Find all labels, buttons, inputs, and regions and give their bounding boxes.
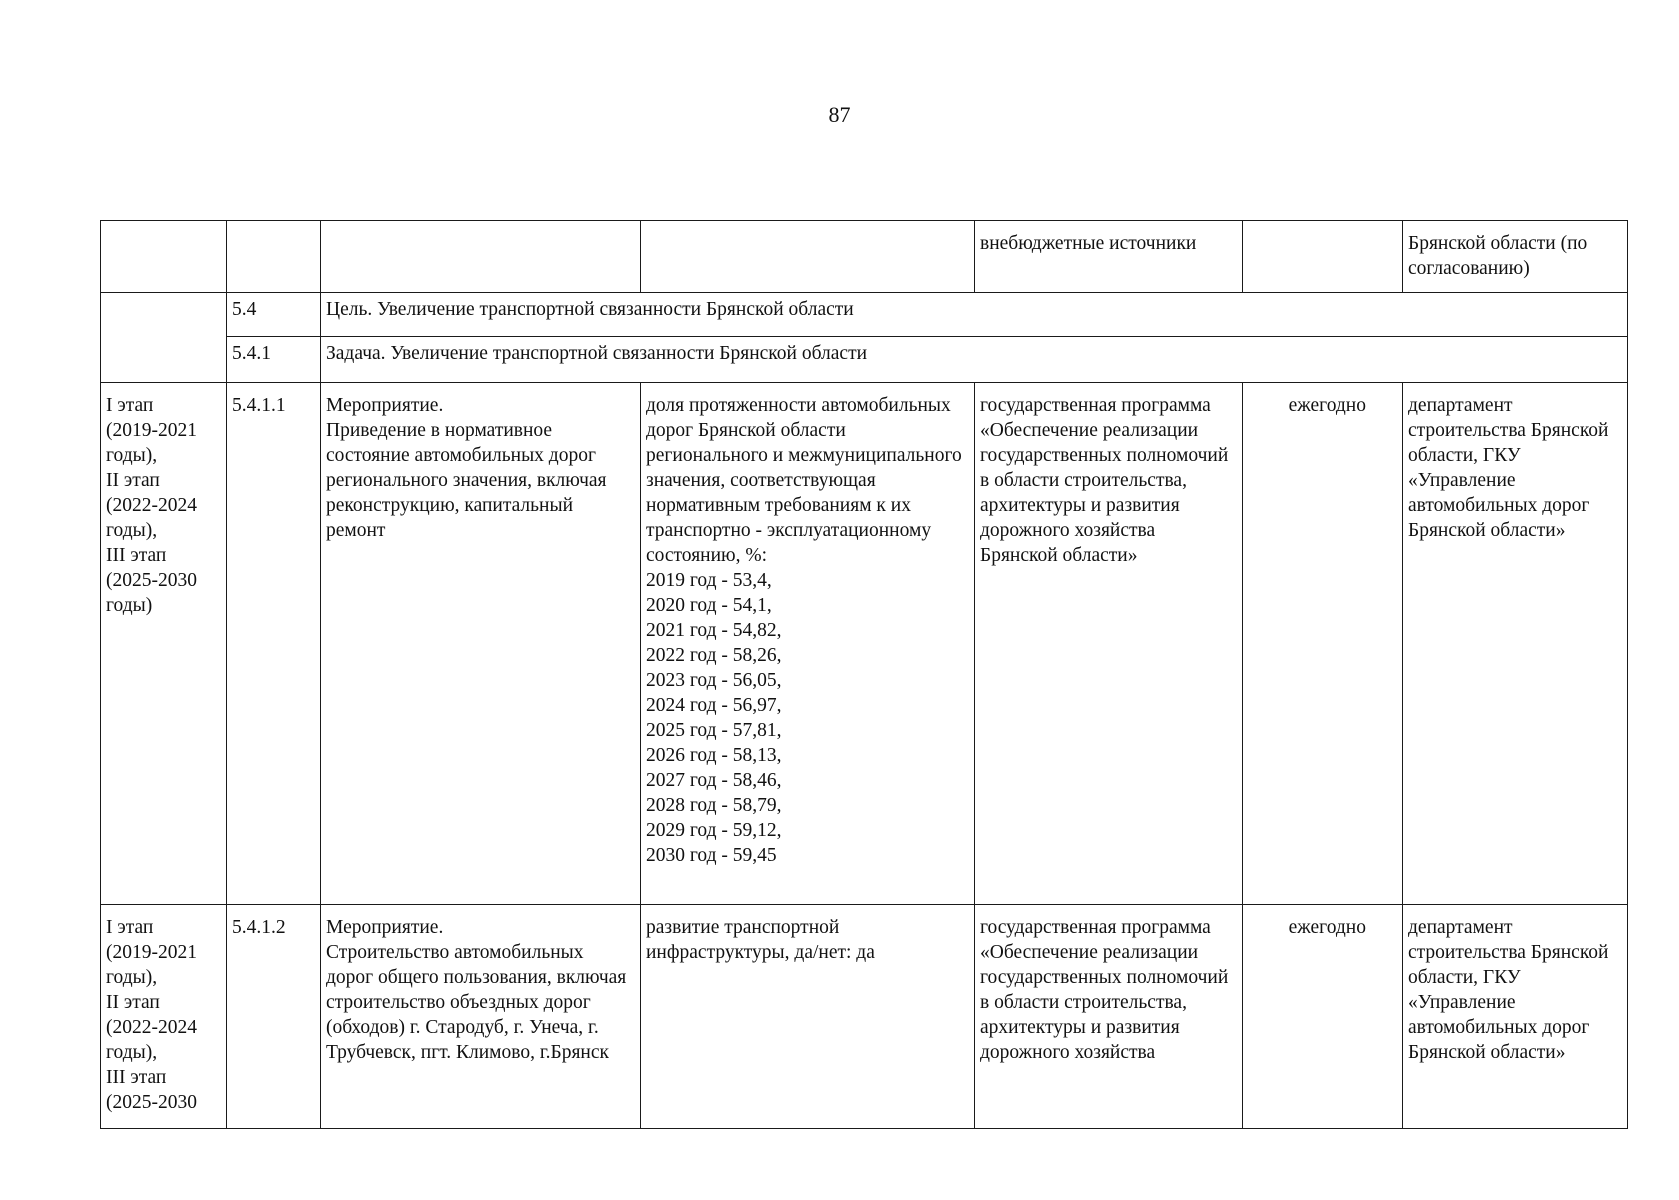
cell-empty xyxy=(227,221,321,293)
cell-empty xyxy=(321,221,641,293)
executor-cell: департамент строительства Брянской области, ГКУ «Управление автомобильных дорог Брянской области» xyxy=(1403,905,1628,1129)
cell-empty xyxy=(101,293,227,383)
program-cell: государственная программа «Обеспечение реализации государственных полномочий в области строительства, архитектуры и развития дорожного хозяйства xyxy=(975,905,1243,1129)
measure-cell: Мероприятие. Строительство автомобильных дорог общего пользования, включая строительство объездных дорог (обходов) г. Стародуб, г. Унеча, г. Трубчевск, пгт. Климово, г.Брянск xyxy=(321,905,641,1129)
executor-cell: Брянской области (по согласованию) xyxy=(1403,221,1628,293)
cell-empty xyxy=(101,221,227,293)
goal-text: Цель. Увеличение транспортной связанности Брянской области xyxy=(321,293,1628,337)
cell-empty xyxy=(641,221,975,293)
table-row xyxy=(101,383,1628,905)
program-cell: государственная программа «Обеспечение реализации государственных полномочий в области строительства, архитектуры и развития дорожного хозяйства Брянской области» xyxy=(975,383,1243,905)
funding-source-cell: внебюджетные источники xyxy=(975,221,1243,293)
cell-empty xyxy=(1243,221,1403,293)
executor-cell: департамент строительства Брянской области, ГКУ «Управление автомобильных дорог Брянской области» xyxy=(1403,383,1628,905)
stages-cell: I этап (2019-2021 годы), II этап (2022-2024 годы), III этап (2025-2030 годы) xyxy=(101,383,227,905)
code-cell: 5.4.1.2 xyxy=(227,905,321,1129)
task-row xyxy=(101,337,1628,383)
code-cell: 5.4.1.1 xyxy=(227,383,321,905)
task-text: Задача. Увеличение транспортной связанности Брянской области xyxy=(321,337,1628,383)
indicator-cell: развитие транспортной инфраструктуры, да/нет: да xyxy=(641,905,975,1129)
program-table xyxy=(100,220,1628,1129)
indicator-cell: доля протяженности автомобильных дорог Брянской области регионального и межмуниципального значения, соответствующая нормативным требованиям к их транспортно - эксплуатационному состоянию, %: 2019 год - 53,4, 2020 год - 54,1, 2021 год - 54,82, 2022 год - 58,26, 2023 год - 56,05, 2024 год - 56,97, 2025 год - 57,81, 2026 год - 58,13, 2027 год - 58,46, 2028 год - 58,79, 2029 год - 59,12, 2030 год - 59,45 xyxy=(641,383,975,905)
stages-cell: I этап (2019-2021 годы), II этап (2022-2024 годы), III этап (2025-2030 xyxy=(101,905,227,1129)
frequency-cell: ежегодно xyxy=(1243,905,1403,1129)
goal-code: 5.4 xyxy=(227,293,321,337)
page-number: 87 xyxy=(828,102,851,127)
measure-cell: Мероприятие. Приведение в нормативное состояние автомобильных дорог регионального значения, включая реконструкцию, капитальный ремонт xyxy=(321,383,641,905)
frequency-cell: ежегодно xyxy=(1243,383,1403,905)
task-code: 5.4.1 xyxy=(227,337,321,383)
table-row xyxy=(101,905,1628,1129)
continuation-row xyxy=(101,221,1628,293)
goal-row xyxy=(101,293,1628,337)
